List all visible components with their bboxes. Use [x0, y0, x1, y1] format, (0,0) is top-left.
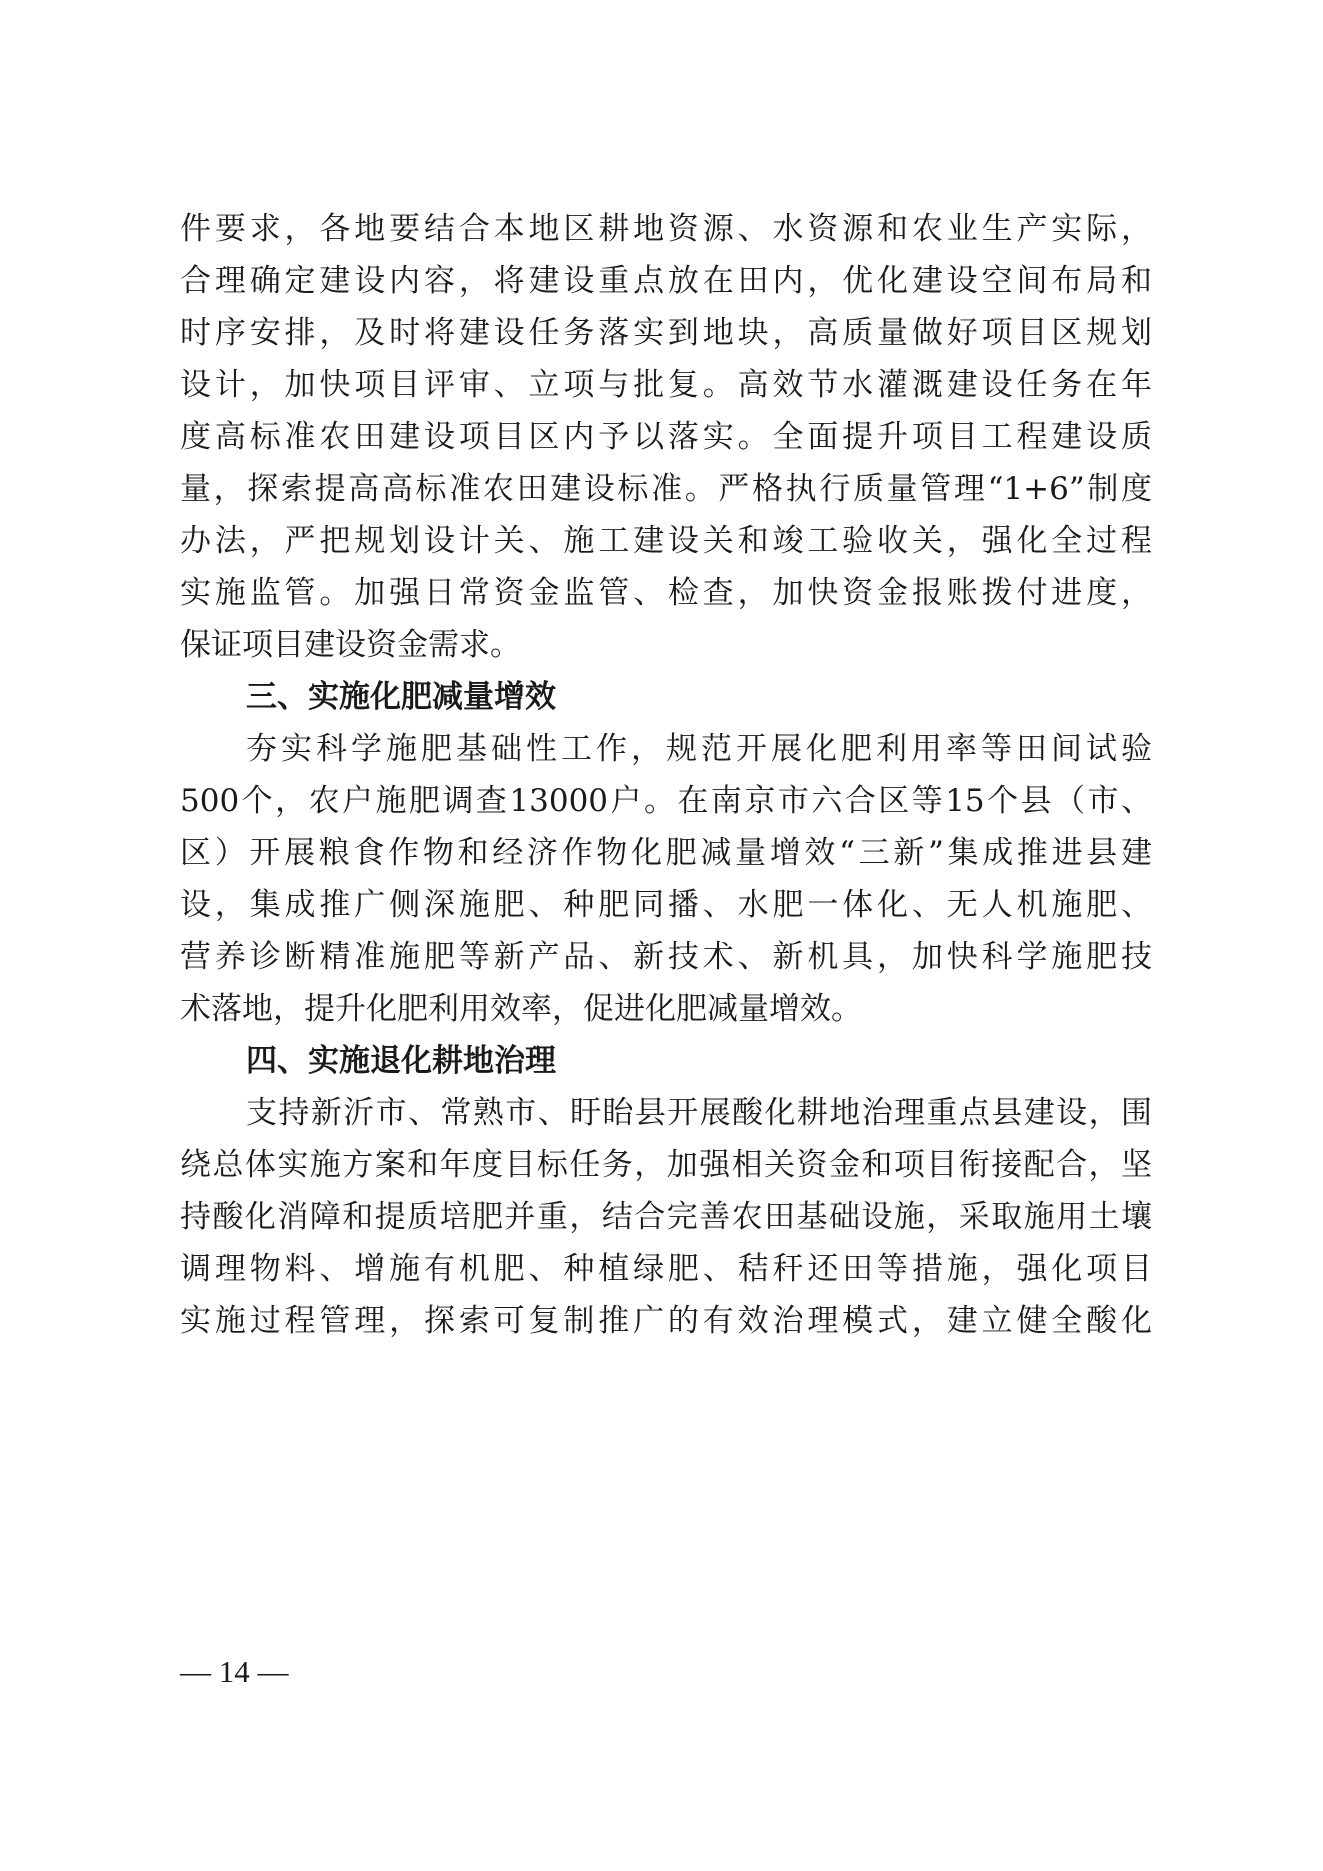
text-line: 合理确定建设内容，将建设重点放在田内，优化建设空间布局和	[180, 263, 1152, 299]
text-line: 持酸化消障和提质培肥并重，结合完善农田基础设施，采取施用土壤	[180, 1199, 1152, 1235]
text-line: 调理物料、增施有机肥、种植绿肥、秸秆还田等措施，强化项目	[180, 1251, 1152, 1287]
text-line: 设计，加快项目评审、立项与批复。高效节水灌溉建设任务在年	[180, 367, 1152, 403]
section-heading-3: 三、实施化肥减量增效	[246, 679, 556, 715]
text-line: 区）开展粮食作物和经济作物化肥减量增效“三新”集成推进县建	[180, 835, 1152, 871]
text-line: 营养诊断精准施肥等新产品、新技术、新机具，加快科学施肥技	[180, 939, 1152, 975]
text-line: 夯实科学施肥基础性工作，规范开展化肥利用率等田间试验	[246, 731, 1152, 767]
page-number: — 14 —	[180, 1654, 289, 1689]
text-line: 设，集成推广侧深施肥、种肥同播、水肥一体化、无人机施肥、	[180, 887, 1152, 923]
text-line: 绕总体实施方案和年度目标任务，加强相关资金和项目衔接配合，坚	[180, 1147, 1152, 1183]
text-line: 支持新沂市、常熟市、盱眙县开展酸化耕地治理重点县建设，围	[246, 1095, 1152, 1131]
section-heading-4: 四、实施退化耕地治理	[246, 1043, 556, 1079]
text-line: 度高标准农田建设项目区内予以落实。全面提升项目工程建设质	[180, 419, 1152, 455]
text-line: 术落地，提升化肥利用效率，促进化肥减量增效。	[180, 991, 862, 1027]
text-line: 500个，农户施肥调查13000户。在南京市六合区等15个县（市、	[180, 783, 1152, 819]
text-line: 实施监管。加强日常资金监管、检查，加快资金报账拨付进度，	[180, 575, 1152, 611]
text-line: 时序安排，及时将建设任务落实到地块，高质量做好项目区规划	[180, 315, 1152, 351]
text-line: 办法，严把规划设计关、施工建设关和竣工验收关，强化全过程	[180, 523, 1152, 559]
text-line: 量，探索提高高标准农田建设标准。严格执行质量管理“1+6”制度	[180, 471, 1152, 507]
text-line: 保证项目建设资金需求。	[180, 627, 521, 663]
text-line: 件要求，各地要结合本地区耕地资源、水资源和农业生产实际，	[180, 211, 1152, 247]
text-line: 实施过程管理，探索可复制推广的有效治理模式，建立健全酸化	[180, 1303, 1152, 1339]
